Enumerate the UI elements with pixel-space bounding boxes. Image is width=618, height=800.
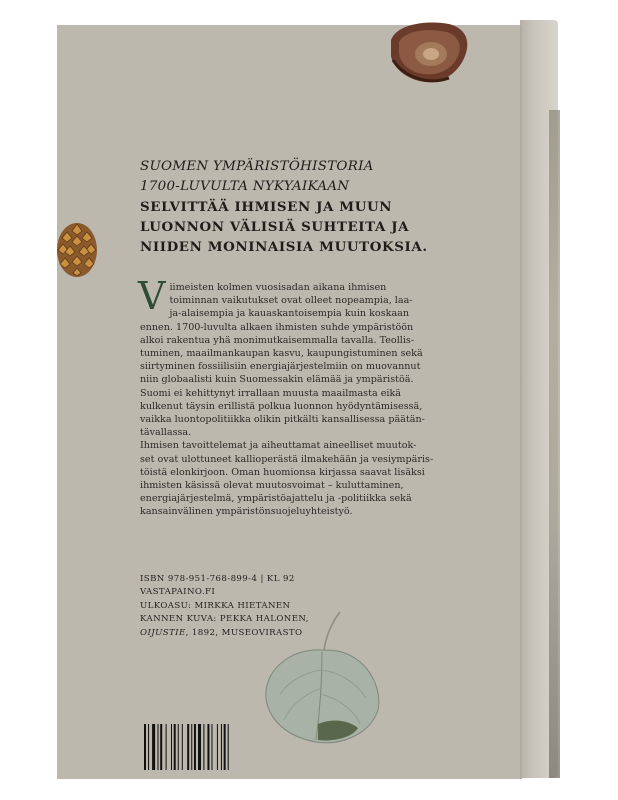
paragraph-1-lines xyxy=(138,274,425,439)
text-line: energiajärjestelmä, ympäristöajattelu ja -politiikka sekä xyxy=(140,493,412,505)
headline-subtitle: 1700-LUVULTA NYKYAIKAAN xyxy=(140,179,350,194)
text-line: kansainvälinen ympäristönsuojeluyhteistyö. xyxy=(140,506,353,518)
text-line: niin globaalisti kuin Suomessakin elämää ja ympäristöä. xyxy=(140,374,414,386)
text-line: ennen. 1700-luvulta alkaen ihmisten suhde ympäristöön xyxy=(140,321,414,333)
text-line: set ovat ulottuneet kallioperästä ilmakehään ja vesiympäris- xyxy=(140,453,434,465)
blurb-text xyxy=(138,274,434,519)
text-line: Suomi ei kehittynyt irrallaan muusta maailmasta eikä xyxy=(140,387,401,399)
drop-cap: V xyxy=(138,274,166,318)
paragraph-2 xyxy=(140,439,434,518)
text-line: ja-alaisempia ja kauaskantoisempia kuin koskaan xyxy=(169,308,410,320)
headline xyxy=(140,157,428,257)
spine-edge xyxy=(549,110,560,778)
text-line: tuminen, maailmankaupan kasvu, kaupungistuminen sekä xyxy=(140,348,423,360)
text-line: töistä elonkirjoon. Oman huomionsa kirjassa saavat lisäksi xyxy=(140,466,425,478)
artwork-details: , 1892, MUSEOVIRASTO xyxy=(185,627,303,638)
text-line: Ihmisen tavoittelemat ja aiheuttamat aineelliset muutok- xyxy=(140,440,417,452)
imprint xyxy=(140,573,309,640)
text-line: vaikka luontopolitiikka olikin pitkälti kansallisessa päätän- xyxy=(140,414,425,426)
headline-line: LUONNON VÄLISIÄ SUHTEITA JA xyxy=(140,219,410,235)
text-line: iimeisten kolmen vuosisadan aikana ihmisen xyxy=(169,282,387,293)
cover-image-credit: KANNEN KUVA: PEKKA HALONEN, xyxy=(140,614,309,625)
publisher-site: VASTAPAINO.FI xyxy=(140,587,216,598)
text-line: alkoi rakentua yhä monimutkaisemmalla tavalla. Teollis- xyxy=(140,334,415,346)
layout-credit: ULKOASU: MIRKKA HIETANEN xyxy=(140,600,291,611)
text-line: ihmisten käsissä olevat muutosvoimat – kuluttaminen, xyxy=(140,480,404,492)
headline-line: SELVITTÄÄ IHMISEN JA MUUN xyxy=(140,199,393,215)
bracket-fungus-icon xyxy=(387,20,471,86)
artwork-title: OIJUSTIE xyxy=(140,627,186,638)
artwork-credit xyxy=(140,627,309,640)
text-line: siirtyminen fossiilisiin energiajärjestelmiin on muovannut xyxy=(140,361,421,373)
text-line: toiminnan vaikutukset ovat olleet nopeampia, laa- xyxy=(169,295,413,307)
headline-title: SUOMEN YMPÄRISTÖHISTORIA xyxy=(140,159,374,174)
barcode xyxy=(143,724,249,770)
pine-cone-icon xyxy=(55,218,99,280)
text-line: tävallassa. xyxy=(140,427,192,439)
paragraph-1 xyxy=(138,274,425,439)
text-line: kulkenut täysin erillistä polkua luonnon hyödyntämisessä, xyxy=(140,400,423,412)
headline-line: NIIDEN MONINAISIA MUUTOKSIA. xyxy=(140,239,428,255)
isbn: ISBN 978-951-768-899-4 | KL 92 xyxy=(140,574,295,584)
